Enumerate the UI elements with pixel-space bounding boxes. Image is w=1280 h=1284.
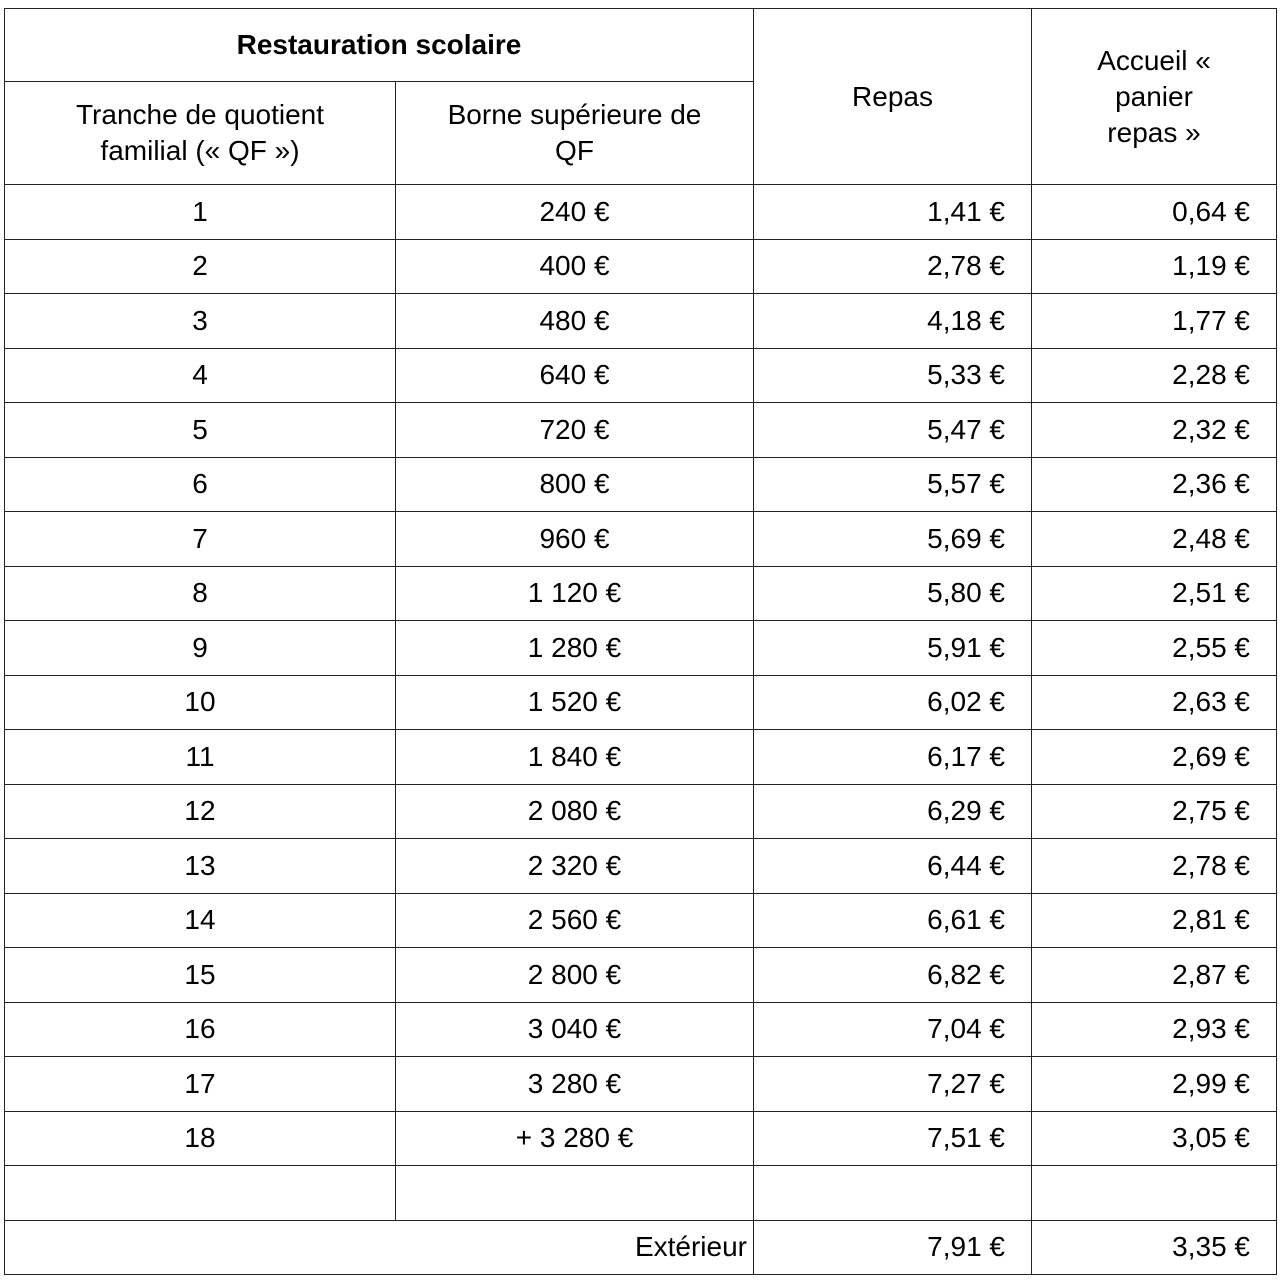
exterieur-label: Extérieur (5, 1220, 754, 1275)
cell-borne: 1 120 € (396, 566, 754, 621)
cell-repas: 6,82 € (754, 948, 1032, 1003)
table-row (5, 1057, 1277, 1112)
col-header-tranche-text: Tranche de quotient familial (« QF ») (75, 99, 325, 166)
cell-repas: 6,44 € (754, 839, 1032, 894)
cell-borne: 640 € (396, 348, 754, 403)
cell-borne: 1 840 € (396, 730, 754, 785)
exterieur-panier: 3,35 € (1032, 1220, 1277, 1275)
cell-panier: 2,63 € (1032, 675, 1277, 730)
table-row (5, 1111, 1277, 1166)
cell-panier: 2,69 € (1032, 730, 1277, 785)
tariff-table (4, 8, 1277, 1275)
exterieur-row (5, 1220, 1277, 1275)
cell-panier: 3,05 € (1032, 1111, 1277, 1166)
empty-cell (1032, 1166, 1277, 1221)
cell-tranche: 14 (5, 893, 396, 948)
cell-panier: 2,78 € (1032, 839, 1277, 894)
col-header-repas: Repas (754, 9, 1032, 185)
cell-repas: 1,41 € (754, 185, 1032, 240)
cell-tranche: 10 (5, 675, 396, 730)
cell-repas: 5,47 € (754, 403, 1032, 458)
cell-panier: 1,77 € (1032, 294, 1277, 349)
col-header-panier (1032, 9, 1277, 185)
exterieur-repas: 7,91 € (754, 1220, 1032, 1275)
cell-tranche: 11 (5, 730, 396, 785)
table-row (5, 1002, 1277, 1057)
table-row (5, 948, 1277, 1003)
cell-panier: 0,64 € (1032, 185, 1277, 240)
cell-panier: 2,99 € (1032, 1057, 1277, 1112)
cell-borne: 1 280 € (396, 621, 754, 676)
cell-panier: 2,28 € (1032, 348, 1277, 403)
table-row (5, 784, 1277, 839)
cell-repas: 6,02 € (754, 675, 1032, 730)
table-row (5, 839, 1277, 894)
cell-borne: 2 560 € (396, 893, 754, 948)
cell-panier: 2,32 € (1032, 403, 1277, 458)
col-header-borne-text: Borne supérieure de QF (447, 99, 702, 166)
cell-repas: 2,78 € (754, 239, 1032, 294)
cell-borne: 720 € (396, 403, 754, 458)
cell-repas: 5,33 € (754, 348, 1032, 403)
table-row (5, 893, 1277, 948)
cell-borne: 2 080 € (396, 784, 754, 839)
cell-tranche: 5 (5, 403, 396, 458)
cell-borne: 1 520 € (396, 675, 754, 730)
table-row (5, 566, 1277, 621)
col-header-tranche (5, 82, 396, 185)
cell-tranche: 2 (5, 239, 396, 294)
table-body (5, 185, 1277, 1275)
cell-repas: 4,18 € (754, 294, 1032, 349)
cell-tranche: 4 (5, 348, 396, 403)
cell-tranche: 8 (5, 566, 396, 621)
cell-panier: 2,75 € (1032, 784, 1277, 839)
cell-repas: 5,57 € (754, 457, 1032, 512)
cell-repas: 5,80 € (754, 566, 1032, 621)
col-header-panier-text: Accueil « panier repas » (1097, 44, 1211, 148)
table-row (5, 294, 1277, 349)
cell-tranche: 12 (5, 784, 396, 839)
cell-borne: 400 € (396, 239, 754, 294)
table-row (5, 403, 1277, 458)
cell-tranche: 3 (5, 294, 396, 349)
cell-borne: 240 € (396, 185, 754, 240)
cell-borne: 480 € (396, 294, 754, 349)
cell-tranche: 13 (5, 839, 396, 894)
cell-borne: 2 800 € (396, 948, 754, 1003)
cell-tranche: 1 (5, 185, 396, 240)
empty-cell (5, 1166, 396, 1221)
table-row (5, 621, 1277, 676)
cell-repas: 7,27 € (754, 1057, 1032, 1112)
cell-panier: 2,48 € (1032, 512, 1277, 567)
cell-repas: 6,61 € (754, 893, 1032, 948)
cell-borne: 3 280 € (396, 1057, 754, 1112)
group-title: Restauration scolaire (5, 9, 754, 82)
table-row (5, 457, 1277, 512)
cell-tranche: 16 (5, 1002, 396, 1057)
cell-repas: 7,51 € (754, 1111, 1032, 1166)
table-row (5, 512, 1277, 567)
cell-panier: 2,36 € (1032, 457, 1277, 512)
cell-panier: 2,55 € (1032, 621, 1277, 676)
table-row (5, 675, 1277, 730)
cell-repas: 6,29 € (754, 784, 1032, 839)
cell-repas: 6,17 € (754, 730, 1032, 785)
blank-row (5, 1166, 1277, 1221)
table-row (5, 239, 1277, 294)
col-header-borne (396, 82, 754, 185)
cell-tranche: 7 (5, 512, 396, 567)
cell-borne: + 3 280 € (396, 1111, 754, 1166)
cell-repas: 5,91 € (754, 621, 1032, 676)
empty-cell (396, 1166, 754, 1221)
cell-tranche: 18 (5, 1111, 396, 1166)
empty-cell (754, 1166, 1032, 1221)
cell-tranche: 15 (5, 948, 396, 1003)
table-row (5, 185, 1277, 240)
table-row (5, 730, 1277, 785)
cell-tranche: 6 (5, 457, 396, 512)
cell-borne: 2 320 € (396, 839, 754, 894)
cell-borne: 960 € (396, 512, 754, 567)
cell-borne: 800 € (396, 457, 754, 512)
cell-repas: 5,69 € (754, 512, 1032, 567)
cell-tranche: 17 (5, 1057, 396, 1112)
cell-panier: 2,93 € (1032, 1002, 1277, 1057)
cell-borne: 3 040 € (396, 1002, 754, 1057)
cell-panier: 2,81 € (1032, 893, 1277, 948)
table-row (5, 348, 1277, 403)
cell-panier: 1,19 € (1032, 239, 1277, 294)
cell-panier: 2,87 € (1032, 948, 1277, 1003)
cell-tranche: 9 (5, 621, 396, 676)
cell-repas: 7,04 € (754, 1002, 1032, 1057)
cell-panier: 2,51 € (1032, 566, 1277, 621)
